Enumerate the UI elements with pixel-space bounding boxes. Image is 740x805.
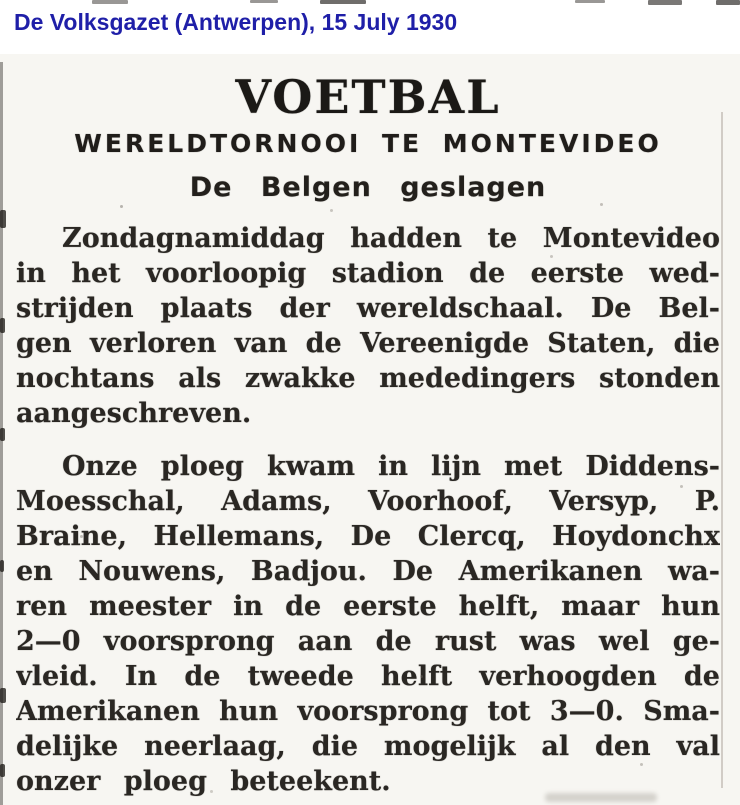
article-line: Zondagnamiddag hadden te Montevideo: [62, 223, 720, 254]
article-line: Onze ploeg kwam in lijn met Diddens-: [62, 451, 720, 482]
article: [0, 54, 740, 799]
article-line: nochtans als zwakke mededingers stonden: [16, 363, 720, 394]
article-body: [16, 221, 720, 799]
article-line: aangeschreven.: [16, 398, 252, 429]
paragraph-2: [16, 449, 720, 799]
article-line: strijden plaats der wereldschaal. De Bel-: [16, 293, 720, 324]
paragraph-1: [16, 221, 720, 431]
article-line: vleid. In de tweede helft verhoogden de: [16, 661, 720, 692]
article-subtitle: WERELDTORNOOI TE MONTEVIDEO: [74, 129, 662, 158]
article-line: Amerikanen hun voorsprong tot 3—0. Sma-: [16, 696, 720, 727]
caption-band: [0, 0, 740, 54]
article-line: Braine, Hellemans, De Clercq, Hoydonchx: [16, 521, 720, 552]
article-line: Moesschal, Adams, Voorhoof, Versyp, P.: [16, 486, 720, 517]
article-subheading: De Belgen geslagen: [189, 172, 547, 203]
article-title: VOETBAL: [235, 70, 501, 124]
article-line: delijke neerlaag, die mogelijk al den val: [16, 731, 720, 762]
article-line: onzer ploeg beteekent.: [16, 766, 391, 797]
source-caption: De Volksgazet (Antwerpen), 15 July 1930: [14, 9, 458, 35]
article-line: en Nouwens, Badjou. De Amerikanen wa-: [16, 556, 720, 587]
article-line: gen verloren van de Vereenigde Staten, die: [16, 328, 720, 359]
article-line: ren meester in de eerste helft, maar hun: [16, 591, 720, 622]
article-line: 2—0 voorsprong aan de rust was wel ge-: [16, 626, 720, 657]
article-line: in het voorloopig stadion de eerste wed-: [16, 258, 720, 289]
